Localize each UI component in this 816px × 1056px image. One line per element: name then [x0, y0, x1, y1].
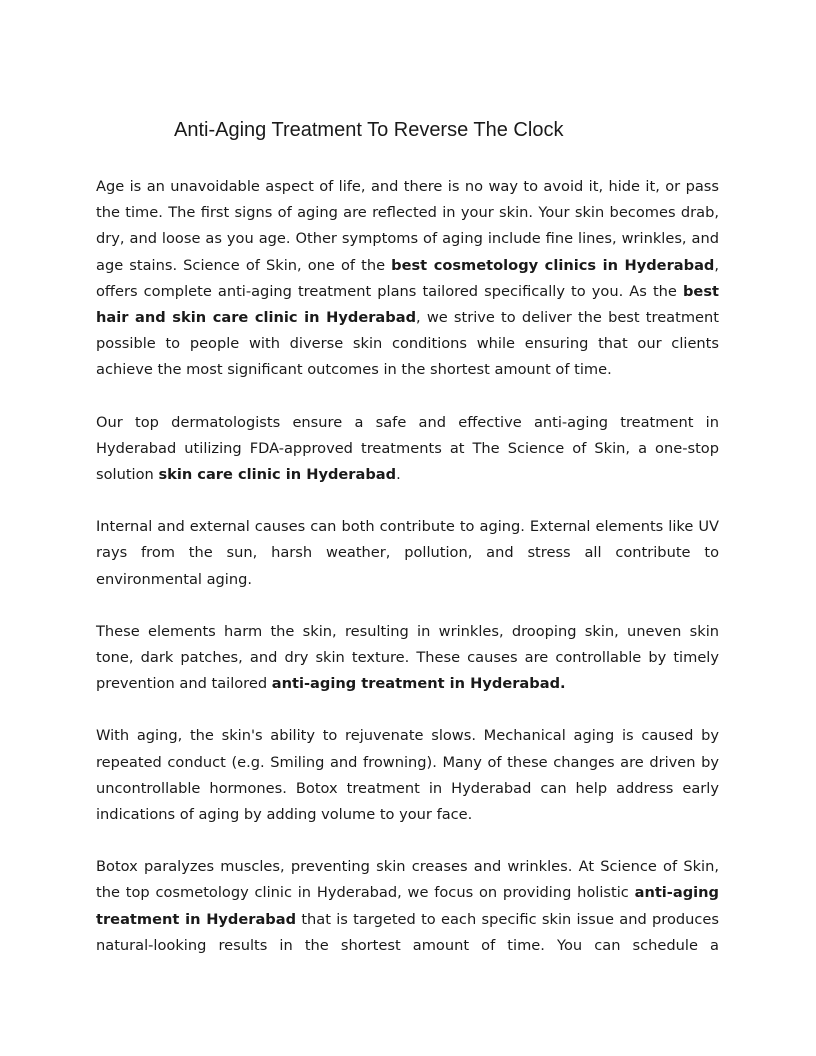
- paragraph-causes: Internal and external causes can both contribute to aging. External elements like UV rays from the sun, harsh weather, pollution, and stress all contribute to environmental aging.: [96, 518, 719, 588]
- bold-keyword: skin care clinic in Hyderabad: [158, 466, 397, 484]
- document-body: [96, 174, 719, 959]
- text-run: , offers complete anti-aging treatment plans tailored specifically to you. As the: [96, 256, 719, 300]
- document-title: Anti-Aging Treatment To Reverse The Clock: [174, 119, 564, 141]
- bold-keyword: best cosmetology clinics in Hyderabad: [391, 256, 715, 274]
- paragraph-dermatologists: [96, 410, 719, 489]
- text-run: These elements harm the skin, resulting in wrinkles, drooping skin, uneven skin tone, dark patches, and dry skin texture. These causes are controllable by timely prevention and tailored: [96, 622, 719, 693]
- paragraph-intro: [96, 174, 719, 384]
- paragraph-botox: [96, 854, 719, 959]
- text-run: Our top dermatologists ensure a safe and effective anti-aging treatment in Hyderabad utilizing FDA-approved treatments at The Science of Skin, a one-stop solution: [96, 413, 719, 484]
- paragraph-elements: [96, 619, 719, 698]
- text-run: .: [396, 466, 401, 484]
- bold-keyword: anti-aging treatment in Hyderabad: [96, 884, 719, 928]
- text-run: Botox paralyzes muscles, preventing skin creases and wrinkles. At Science of Skin, the top cosmetology clinic in Hyderabad, we focus on providing holistic: [96, 858, 719, 902]
- bold-keyword: best hair and skin care clinic in Hyderabad: [96, 282, 719, 327]
- bold-keyword: anti-aging treatment in Hyderabad.: [271, 675, 566, 693]
- paragraph-rejuvenation: With aging, the skin's ability to rejuvenate slows. Mechanical aging is caused by repeated conduct (e.g. Smiling and frowning). Many of these changes are driven by uncontrollable hormones. Botox treatment in Hyderabad can help address early indications of aging by adding volume to your face.: [96, 727, 719, 824]
- text-run: that is targeted to each specific skin issue and produces natural-looking results in the shortest amount of time. You can schedule a: [96, 910, 720, 954]
- text-run: Age is an unavoidable aspect of life, and there is no way to avoid it, hide it, or pass the time. The first signs of aging are reflected in your skin. Your skin becomes drab, dry, and loose as you age. Other symptoms of aging include fine lines, wrinkles, and age stains. Science of Skin, one of the: [96, 178, 719, 274]
- text-run: , we strive to deliver the best treatment possible to people with diverse skin conditions while ensuring that our clients achieve the most significant outcomes in the shortest amount of time.: [96, 309, 719, 379]
